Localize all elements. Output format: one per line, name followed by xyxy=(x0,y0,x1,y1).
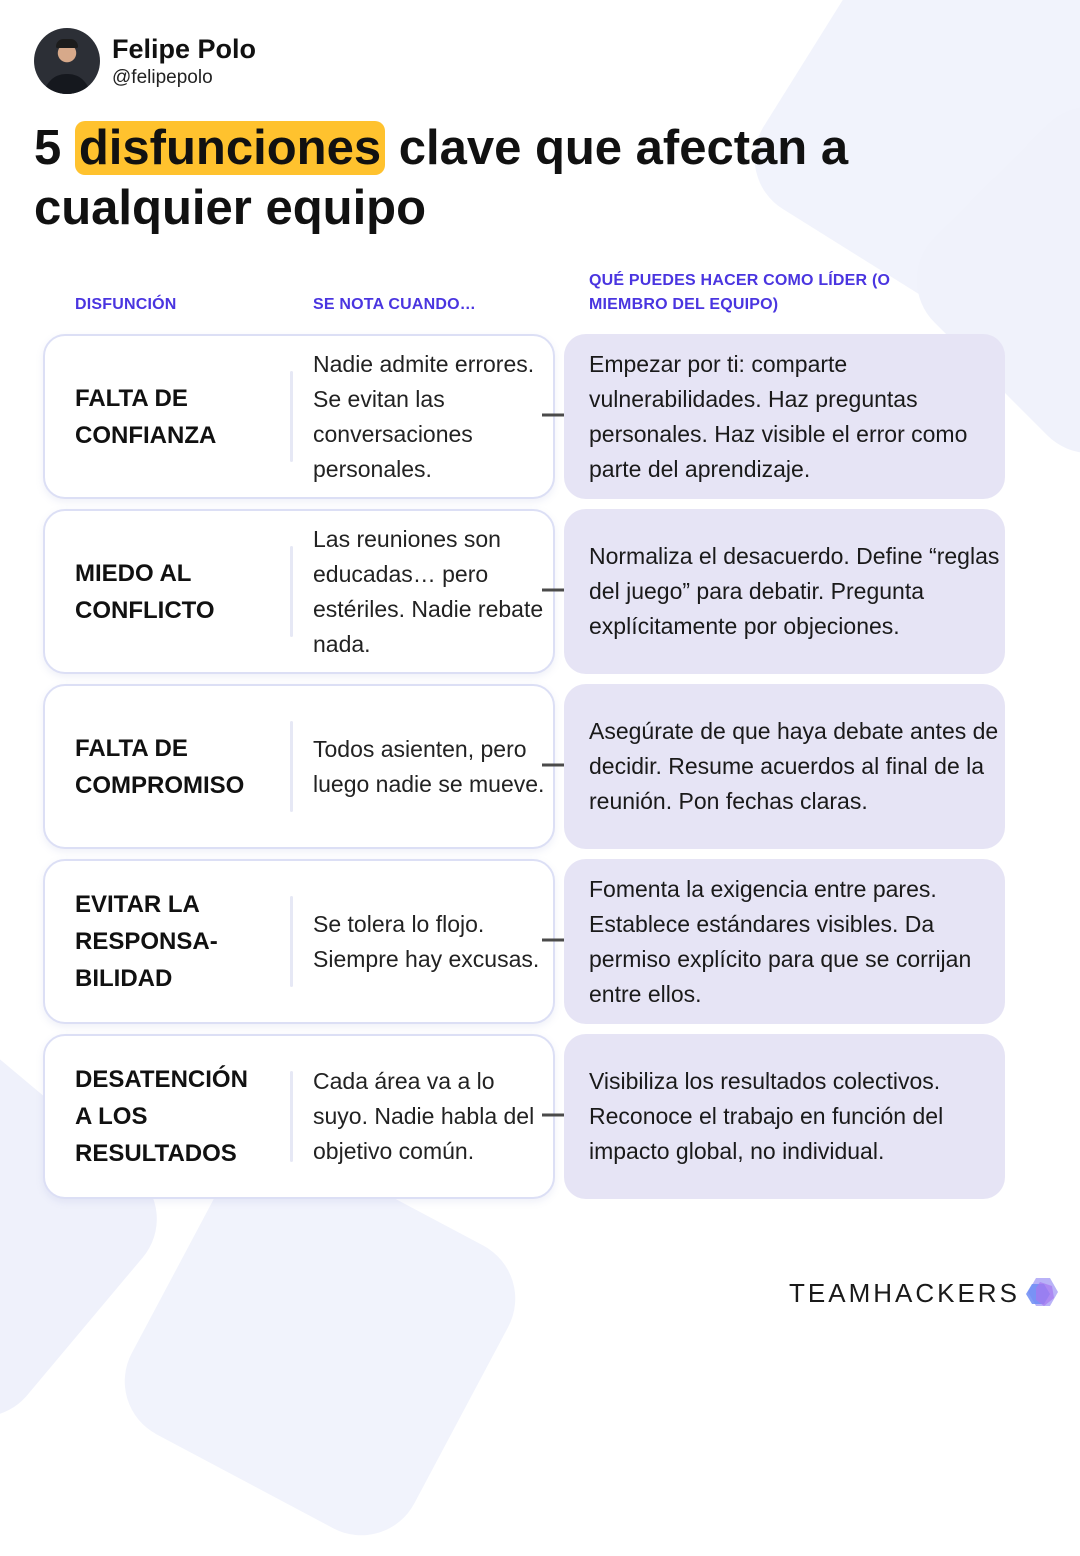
dysfunction-table xyxy=(43,334,1005,1209)
action-card xyxy=(564,1034,1005,1199)
symptom-text: Cada área va a lo suyo. Nadie habla del objetivo común. xyxy=(313,1068,535,1164)
symptom-text: Las reuniones son educadas… pero estériles. Nadie rebate nada. xyxy=(313,525,544,657)
table-row xyxy=(43,1034,1005,1199)
symptom-text: Todos asienten, pero luego nadie se mueve. xyxy=(313,735,545,797)
dysfunction-card xyxy=(43,684,555,849)
title-highlight: disfunciones xyxy=(75,121,385,175)
avatar[interactable] xyxy=(34,28,100,94)
action-text: Empezar por ti: comparte vulnerabilidades. Haz preguntas personales. Haz visible el error como parte del aprendizaje. xyxy=(589,350,968,482)
column-header-symptom: SE NOTA CUANDO… xyxy=(313,296,476,313)
dysfunction-card xyxy=(43,334,555,499)
dysfunction-label: MIEDO AL CONFLICTO xyxy=(75,559,215,624)
dysfunction-card xyxy=(43,1034,555,1199)
action-card xyxy=(564,684,1005,849)
teamhackers-logo-icon xyxy=(1024,1276,1060,1310)
column-header-action: QUÉ PUEDES HACER COMO LÍDER (O MIEMBRO DEL EQUIPO) xyxy=(589,272,891,313)
dysfunction-label: FALTA DE COMPROMISO xyxy=(75,734,245,799)
title-suffix: clave que afectan a cualquier equipo xyxy=(34,121,849,235)
divider xyxy=(290,546,293,637)
author-handle: @felipepolo xyxy=(112,67,213,88)
divider xyxy=(290,1071,293,1162)
table-row xyxy=(43,509,1005,674)
action-text: Visibiliza los resultados colectivos. Reconoce el trabajo en función del impacto global, no individual. xyxy=(589,1068,944,1164)
author-name: Felipe Polo xyxy=(112,34,257,64)
action-text: Asegúrate de que haya debate antes de decidir. Resume acuerdos al final de la reunión. Pon fechas claras. xyxy=(589,718,999,814)
action-card xyxy=(564,859,1005,1024)
column-header-dysfunction: DISFUNCIÓN xyxy=(75,296,177,313)
symptom-text: Nadie admite errores. Se evitan las conversaciones personales. xyxy=(313,350,535,482)
dysfunction-card xyxy=(43,859,555,1024)
action-text: Fomenta la exigencia entre pares. Establece estándares visibles. Da permiso explícito para que se corrijan entre ellos. xyxy=(589,875,972,1007)
table-row xyxy=(43,859,1005,1024)
divider xyxy=(290,721,293,812)
dysfunction-label: FALTA DE CONFIANZA xyxy=(75,384,217,449)
divider xyxy=(290,896,293,987)
dysfunction-label: DESATENCIÓN A LOS RESULTADOS xyxy=(75,1066,248,1167)
title-prefix: 5 xyxy=(34,121,75,175)
symptom-text: Se tolera lo flojo. Siempre hay excusas. xyxy=(313,910,540,972)
divider xyxy=(290,371,293,462)
author-profile[interactable] xyxy=(34,28,256,94)
action-card xyxy=(564,509,1005,674)
table-row xyxy=(43,334,1005,499)
action-card xyxy=(564,334,1005,499)
page-title xyxy=(34,118,934,238)
action-text: Normaliza el desacuerdo. Define “reglas del juego” para debatir. Pregunta explícitamente por objeciones. xyxy=(589,543,1000,639)
dysfunction-label: EVITAR LA RESPONSA- BILIDAD xyxy=(75,891,218,992)
brand-logo[interactable] xyxy=(789,1276,1060,1310)
table-row xyxy=(43,684,1005,849)
dysfunction-card xyxy=(43,509,555,674)
brand-name: TEAMHACKERS xyxy=(789,1277,1020,1308)
